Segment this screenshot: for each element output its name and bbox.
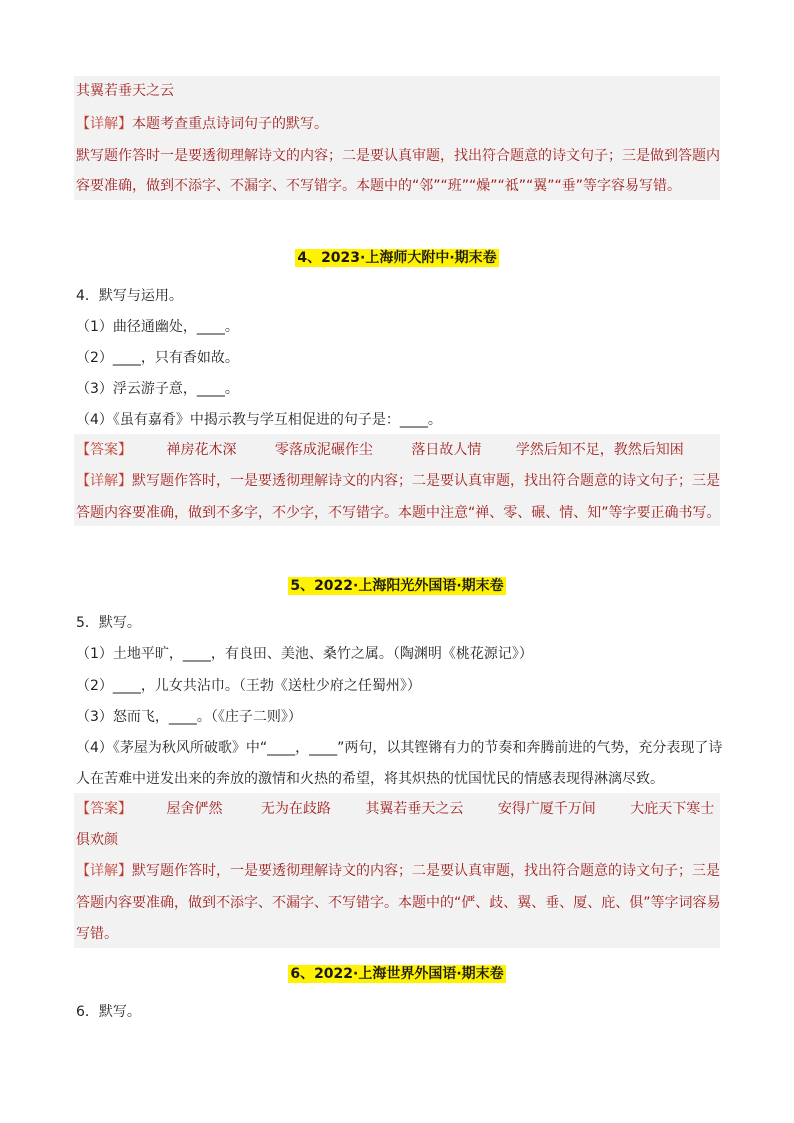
q4-title: 4．默写与运用。: [76, 288, 183, 304]
detail-text: 默写题作答时，一是要透彻理解诗文的内容；二是要认真审题，找出符合题意的诗文句子；三是: [132, 863, 720, 879]
section-5-heading-wrap: [0, 575, 794, 595]
detail-line-3: [76, 115, 328, 133]
answer-item: 落日故人情: [411, 442, 482, 458]
answer-item: 无为在歧路: [260, 801, 331, 817]
detail-tag: 【详解】: [76, 116, 132, 132]
answer-item: 安得广厦千万间: [497, 801, 596, 817]
detail-tag: 【详解】: [76, 473, 132, 489]
q6-title: 6．默写。: [76, 1004, 141, 1020]
q5-item-4a: （4）《茅屋为秋风所破歌》中“____，____”两句，以其铿锵有力的节奏和奔腾前进的气势，充分表现了诗: [76, 740, 723, 756]
detail-line-4a: [76, 472, 720, 490]
q4-item-2: （2）____，只有香如故。: [76, 350, 239, 366]
detail-line-5a: [76, 862, 720, 880]
detail-line-4b: 答题内容要准确，做到不多字，不少字，不写错字。本题中注意“禅、零、碾、情、知”等字要正确书写。: [76, 505, 721, 521]
q4-item-3: （3）浮云游子意，____。: [76, 381, 239, 397]
answer-continuation: 俱欢颜: [76, 832, 118, 848]
section-6-heading: 6、2022·上海世界外国语·期末卷: [290, 966, 504, 982]
q5-item-4b: 人在苦难中迸发出来的奔放的激情和火热的希望，将其炽热的忧国忧民的情感表现得淋漓尽致。: [76, 771, 664, 787]
section-4-heading: 4、2023·上海师大附中·期末卷: [297, 250, 497, 266]
section-5-heading: 5、2022·上海阳光外国语·期末卷: [290, 578, 504, 594]
explain-line-1: 默写题作答时一是要透彻理解诗文的内容；二是要认真审题，找出符合题意的诗文句子；三是做到答题内: [76, 148, 720, 164]
answer-tag: 【答案】: [76, 801, 132, 817]
answer-continuation: 其翼若垂天之云: [76, 83, 174, 99]
answer-line-4: [76, 441, 684, 459]
detail-tag: 【详解】: [76, 863, 132, 879]
q5-item-1: （1）土地平旷，____，有良田、美池、桑竹之属。（陶渊明《桃花源记》）: [76, 646, 533, 662]
detail-line-5b: 答题内容要准确，做到不添字、不漏字、不写错字。本题中的“俨、歧、翼、垂、厦、庇、俱”等字词容易: [76, 895, 721, 911]
detail-text: 本题考查重点诗词句子的默写。: [132, 116, 328, 132]
answer-item: 大庇天下寒士: [630, 801, 715, 817]
section-4-heading-wrap: [0, 247, 794, 267]
detail-line-5c: 写错。: [76, 926, 118, 942]
answer-item: 学然后知不足，教然后知困: [515, 442, 684, 458]
answer-item: 零落成泥碾作尘: [274, 442, 373, 458]
answer-item: 屋舍俨然: [166, 801, 223, 817]
q4-item-1: （1）曲径通幽处，____。: [76, 319, 239, 335]
explain-line-2: 容要准确，做到不添字、不漏字、不写错字。本题中的“邻”“班”“燥”“祗”“翼”“垂”等字容易写错。: [76, 178, 682, 194]
q5-title: 5．默写。: [76, 615, 141, 631]
detail-text: 默写题作答时，一是要透彻理解诗文的内容；二是要认真审题，找出符合题意的诗文句子；三是: [132, 473, 720, 489]
q5-item-2: （2）____，儿女共沾巾。（王勃《送杜少府之任蜀州》）: [76, 678, 421, 694]
answer-line-5: [76, 800, 714, 818]
answer-tag: 【答案】: [76, 442, 132, 458]
answer-item: 其翼若垂天之云: [365, 801, 464, 817]
q5-item-3: （3）怒而飞，____。（《庄子二则》）: [76, 709, 302, 725]
q4-item-4: （4）《虽有嘉肴》中揭示教与学互相促进的句子是：____。: [76, 412, 442, 428]
section-6-heading-wrap: [0, 963, 794, 983]
answer-item: 禅房花木深: [166, 442, 237, 458]
